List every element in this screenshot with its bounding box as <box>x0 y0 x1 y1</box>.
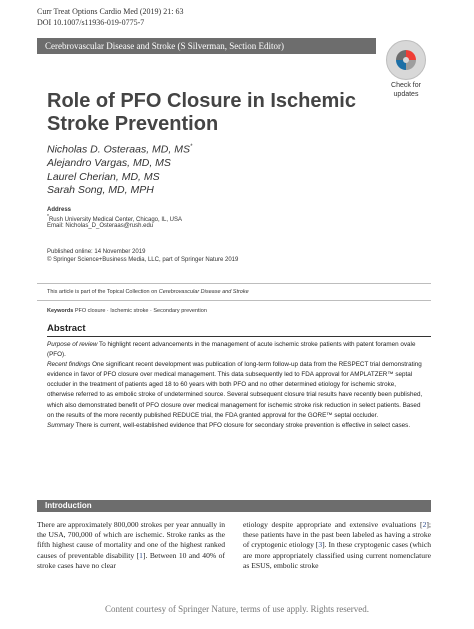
intro-text: There are approximately 800,000 strokes per year annually in the USA, 700,000 of which are ischemic. Stroke ranks as the fifth highest cause of mortality and one of the highest ranked causes of preventable disability [ <box>37 520 225 560</box>
collection-name[interactable]: Cerebrovascular Disease and Stroke <box>158 289 249 295</box>
abstract-body <box>47 340 424 431</box>
summary-text: There is current, well-established evidence that PFO closure for secondary stroke prevention is effective in select cases. <box>73 421 411 429</box>
intro-paragraph <box>243 520 431 571</box>
journal-citation: Curr Treat Options Cardio Med (2019) 21: 63 <box>37 7 184 16</box>
published-date: Published online: 14 November 2019 <box>47 249 146 255</box>
crossmark-icon <box>386 40 426 80</box>
crossmark-label-2: updates <box>393 91 419 98</box>
crossmark-label-1: Check for <box>391 82 421 89</box>
affiliation-text: Rush University Medical Center, Chicago, IL, USA <box>48 217 183 223</box>
divider <box>37 283 431 284</box>
author-3[interactable]: Laurel Cherian, MD, MS <box>47 170 160 183</box>
author-name: Nicholas D. Osteraas, MD, MS <box>47 143 190 156</box>
intro-text: etiology despite appropriate and extensive evaluations [ <box>243 520 423 529</box>
keywords <box>47 308 207 314</box>
intro-column-right <box>243 520 431 571</box>
abstract-purpose <box>47 340 424 360</box>
author-mark: * <box>189 144 193 150</box>
abstract-divider <box>47 336 431 337</box>
doi: DOI 10.1007/s11936-019-0775-7 <box>37 18 145 27</box>
purpose-label: Purpose of review <box>47 341 98 348</box>
intro-paragraph <box>37 520 225 571</box>
author-email[interactable]: Email: Nicholas_D_Osteraas@rush.edu <box>47 223 154 229</box>
author-4[interactable]: Sarah Song, MD, MPH <box>47 184 154 196</box>
citation-link[interactable]: 1 <box>139 550 143 560</box>
intro-column-left <box>37 520 225 571</box>
intro-text: ]. In these cryptogenic cases (which are more appropriately classified using current nomenclature as ESUS, embolic stroke <box>243 540 431 570</box>
abstract-summary <box>47 421 424 431</box>
address-mark: * <box>47 214 49 220</box>
findings-label: Recent findings <box>47 361 91 369</box>
copyright: © Springer Science+Business Media, LLC, part of Springer Nature 2019 <box>47 257 239 263</box>
intro-text: ]. Between 10 and 40% of stroke cases have no clear <box>37 550 225 570</box>
summary-label: Summary <box>47 421 74 429</box>
section-banner: Cerebrovascular Disease and Stroke (S Silverman, Section Editor) <box>37 38 376 54</box>
citation-link[interactable]: 3 <box>318 540 323 550</box>
check-for-updates-badge[interactable] <box>381 40 431 98</box>
author-2[interactable]: Alejandro Vargas, MD, MS <box>47 157 171 169</box>
article-title <box>47 90 377 136</box>
courtesy-footer: Content courtesy of Springer Nature, terms of use apply. Rights reserved. <box>104 604 370 614</box>
intro-text: ]; these patients have in the past been labeled as having a stroke of cryptogenic etiology [ <box>243 520 431 550</box>
author-list <box>47 141 192 198</box>
keywords-text: PFO closure · Ischemic stroke · Secondary prevention <box>74 308 207 314</box>
findings-text: One significant recent development was publication of long-term follow-up data from the RESPECT trial demonstrating evidence in favor of PFO closure over medical management. This data subsequently led to FDA approval for AMPLATZER™ septal occluder in the treatment of patients aged 18 to 60 years with both PFO and no other determined etiology for ischemic stroke, otherwise referred to as embolic stroke of undetermined source. Several subsequent closure trial results have recently been published, which also demonstrated benefit of PFO closure over medical management for ischemic stroke risk reduction in select patients. Based on the results of the more recently published REDUCE trial, the FDA granted approval for the GORE™ septal occluder. <box>47 361 423 419</box>
topical-collection <box>47 289 249 295</box>
address-label: Address <box>47 207 72 213</box>
title-line-1: Role of PFO Closure in Ischemic <box>47 90 356 112</box>
author-1[interactable] <box>47 141 192 157</box>
divider <box>37 300 431 301</box>
abstract-findings <box>47 360 424 421</box>
purpose-text: To highlight recent advancements in the management of acute ischemic stroke patients with patent foramen ovale (PFO). <box>47 341 416 359</box>
title-line-2: Stroke Prevention <box>47 113 219 135</box>
abstract-heading: Abstract <box>47 323 86 334</box>
introduction-heading: Introduction <box>37 500 431 512</box>
citation-link[interactable]: 2 <box>422 520 427 529</box>
collection-prefix: This article is part of the Topical Collection on <box>47 289 159 295</box>
keywords-label: Keywords <box>47 308 74 314</box>
